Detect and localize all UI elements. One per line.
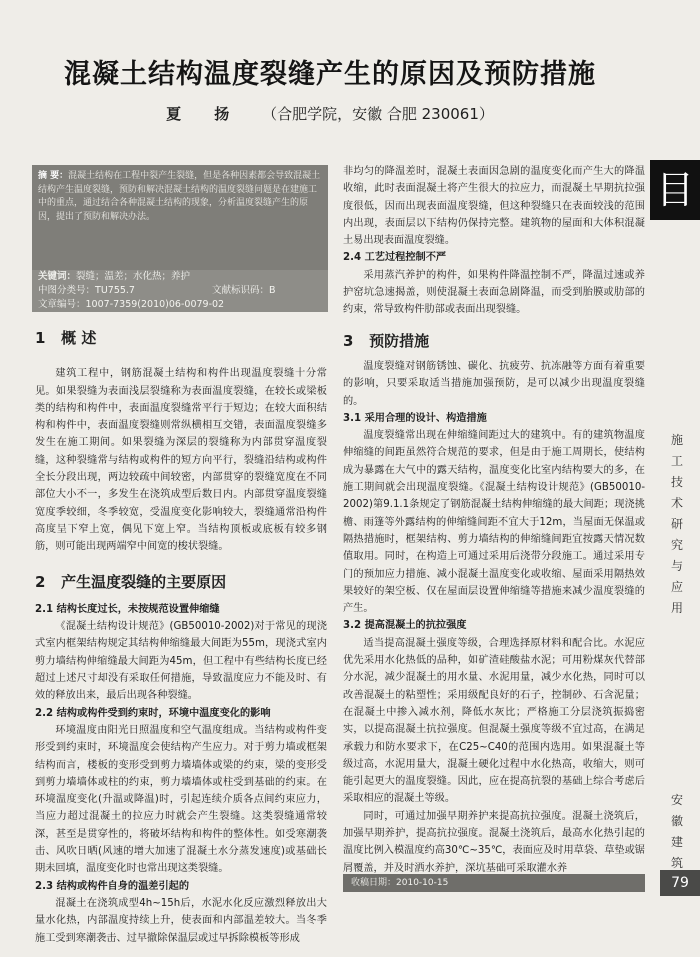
abstract-label: 摘 要：: [38, 171, 69, 181]
doc-code-label: 文献标识码：: [212, 285, 270, 296]
subsection-2-2-heading: 2.2 结构或构件受到约束时，环境中温度变化的影响: [35, 707, 271, 719]
keywords-label: 关键词：: [38, 271, 77, 282]
section-1-number: 1: [35, 329, 46, 347]
keywords-text: 裂缝；温差；水化热；养护: [76, 271, 191, 282]
section-1-title: 概 述: [61, 329, 97, 347]
section-3-paragraph: 温度裂缝对钢筋锈蚀、碳化、抗疲劳、抗冻融等方面有着重要的影响，只要采取适当措施加强预防，是可以减少出现温度裂缝的。: [343, 360, 645, 407]
section-marker-icon: 目: [650, 160, 700, 220]
continued-paragraph: 非均匀的降温差时，混凝土表面因急剧的温度变化而产生大的降温收缩，此时表面混凝土将产生很大的拉应力，而混凝土早期抗拉强度很低，因而出现表面温度裂缝，但这种裂缝只在表面较浅的范围内出现，表面层以下结构仍保持完整。建筑物的屋面和大体积混凝土易出现表面温度裂缝。: [343, 166, 645, 247]
subsection-3-1-paragraph: 温度裂缝常出现在伸缩缝间距过大的建筑中。有的建筑物温度伸缩缝的间距虽然符合规范的要求，但是由于施工周期长，使结构成为暴露在大气中的露天结构，温度变化比室内结构要大的多，在施工期间就会出现温度裂缝。《混凝土结构设计规范》(GB50010-2002)第9.1.1条规定了钢筋混凝土结构伸缩缝的最大间距；现浇挑檐、雨篷等外露结构的伸缩缝间距不宜大于12m，当屋面无保温或隔热措施时，框架结构、剪力墙结构的伸缩缝间距宜按露天情况数值取用。同时，在构造上可通过采用后浇带分段施工。通过采用专门的预加应力措施、减小混凝土温度变化或收缩、屋面采用隔热效果较好的架空板、仅在屋面层设置伸缩缝等措施来减少温度裂缝的产生。: [343, 430, 645, 615]
doc-code-value: B: [269, 285, 276, 296]
author-affiliation: （合肥学院，安徽 合肥 230061）: [262, 105, 494, 123]
article-number-line: [32, 298, 328, 312]
abstract-text: 混凝土结构在工程中裂产生裂缝，但是各种因素都会导致混凝土结构产生温度裂缝，预防和解决混凝土结构的温度裂缝问题是在建施工中的重点，通过结合各种混凝土结构的现象，分析温度裂缝产生的原因，提出了预防和解决办法。: [38, 171, 321, 222]
author-line: [30, 103, 630, 124]
subsection-2-3-paragraph: 混凝土在浇筑成型4h~15h后，水泥水化反应激烈释放出大量水化热，内部温度持续上升，使表面和内部温差较大。当冬季施工受到寒潮袭击、过早撤除保温层或过早拆除模板等形成: [35, 897, 327, 944]
received-value: 2010-10-15: [396, 878, 449, 888]
subsection-3-1-heading: 3.1 采用合理的设计、构造措施: [343, 412, 487, 424]
article-no-value: 1007-7359(2010)06-0079-02: [85, 299, 225, 310]
subsection-2-4-paragraph: 采用蒸汽养护的构件，如果构件降温控制不严，降温过速或养护窑坑急速揭盖，则使混凝土表面急剧降温，而受到胎膜或肋部的约束，常导致构件肋部或表面出现裂缝。: [343, 269, 645, 316]
page-number: 79: [660, 870, 700, 896]
sidebar-journal-name: 安徽建筑: [670, 793, 683, 870]
author-name: 夏 扬: [166, 105, 244, 123]
abstract-box: [32, 165, 328, 270]
received-date-bar: [343, 874, 645, 892]
doc-code: [212, 284, 276, 298]
subsection-2-3-heading: 2.3 结构或构件自身的温差引起的: [35, 880, 190, 892]
subsection-3-2-paragraph-1: 适当提高混凝土强度等级，合理选择原材料和配合比。水泥应优先采用水化热低的品种，如矿渣硅酸盐水泥；可用粉煤灰代替部分水泥，减少混凝土的用水量、水泥用量，减少水化热，同时可以改善混凝土的粘塑性；采用级配良好的石子，控制砂、石含泥量；在混凝土中掺入减水剂，降低水灰比；严格施工分层浇筑振捣密实，以提高混凝土抗拉强度。但混凝土强度等级不宜过高，在满足承载力和防水要求下，在C25~C40的范围内选用。如果混凝土等级过高，水泥用量大，混凝土硬化过程中水化热高，收缩大，则可能引起更大的温度裂缝。因此，应在提高抗裂的基础上综合考虑后采取相应的混凝土等级。: [343, 637, 645, 805]
subsection-2-1-heading: 2.1 结构长度过长，未按规范设置伸缩缝: [35, 603, 220, 615]
subsection-3-2-paragraph-2: 同时，可通过加强早期养护来提高抗拉强度。混凝土浇筑后，加强早期养护，提高抗拉强度。混凝土浇筑后，最高水化热引起的温度比例入模温度约高30℃~35℃，表面应及时用草袋、草垫或锯屑覆盖，并及时洒水养护，深坑基础可采取灌水养: [343, 810, 645, 874]
section-3-heading: [343, 333, 645, 350]
subsection-2-4-heading: 2.4 工艺过程控制不严: [343, 252, 447, 264]
section-2-title: 产生温度裂缝的主要原因: [61, 572, 227, 591]
keywords-line: [32, 270, 328, 284]
section-3-title: 预防措施: [369, 331, 430, 350]
article-no-label: 文章编号：: [38, 299, 86, 310]
subsection-2-2-paragraph: 环境温度由阳光日照温度和空气温度组成。当结构或构件变形受到约束时，环境温度会使结构产生应力。对于剪力墙或框架结构而言，楼板的变形受到剪力墙墙体或梁的约束，梁的变形受到剪力墙墙体或柱的约束，剪力墙墙体或柱受到基础的约束。在环境温度变化(升温或降温)时，引起连续介质各点间约束应力，当应力超过混凝土的拉应力时就会产生裂缝。这类裂缝通常较深，甚至是贯穿性的，将破坏结构和构件的整体性。如受寒潮袭击、风吹日晒(风速的增大加速了混凝土水分蒸发速度)或基础长期未回填，温度变化时也常出现这类裂缝。: [35, 724, 327, 875]
clc-value: TU755.7: [95, 285, 135, 296]
section-1-heading: [35, 330, 327, 347]
subsection-2-1-paragraph: 《混凝土结构设计规范》(GB50010-2002)对于常见的现浇式室内框架结构规定其结构伸缩缝最大间距为55m，现浇式室内剪力墙结构伸缩缝最大间距为45m，但工程中有些结构长度已经超过上述尺寸却没有采取任何措施，导致温度应力不能及时、有效的释放出来，最后出现各种裂缝。: [35, 621, 327, 702]
subsection-3-2-heading: 3.2 提高混凝土的抗拉强度: [343, 620, 467, 632]
section-2-heading: [35, 574, 327, 591]
section-2-number: 2: [35, 572, 46, 591]
section-3-number: 3: [343, 331, 354, 350]
classification-line: [32, 284, 328, 298]
right-column: [343, 163, 645, 877]
article-title: 混凝土结构温度裂缝产生的原因及预防措施: [64, 59, 596, 90]
sidebar-column-title: 施工技术研究与应用: [670, 433, 683, 615]
left-column: [35, 322, 327, 947]
clc-label: 中图分类号：: [38, 285, 96, 296]
received-label: 收稿日期：: [351, 878, 397, 888]
section-1-paragraph: 建筑工程中，钢筋混凝土结构和构件出现温度裂缝十分常见。如果裂缝为表面浅层裂缝称为表面温度裂缝，在较长或梁板类的结构和构件中，表面温度裂缝常平行于短边；在较大面积结构和构件中，表面温度裂缝则常纵横相互交错，表面温度裂缝多发生在施工期间。如果裂缝为深层的裂缝称为内部贯穿温度裂缝，这种裂缝常与结构或构件的短方向平行，裂缝沿结构或构件全长分段出现，两边较疏中间较密，内部贯穿的裂缝宽度在不同部位大小不一，多发生在浇筑成型后数日内。内部贯穿温度裂缝宽度季较细，冬季较宽，受温度变化影响较大，裂缝通常沿构件高度呈下窄上宽，偶见下宽上窄。当结构顶板或底板有较多钢筋，则可能出现两端窄中间宽的梭状裂缝。: [35, 368, 327, 553]
